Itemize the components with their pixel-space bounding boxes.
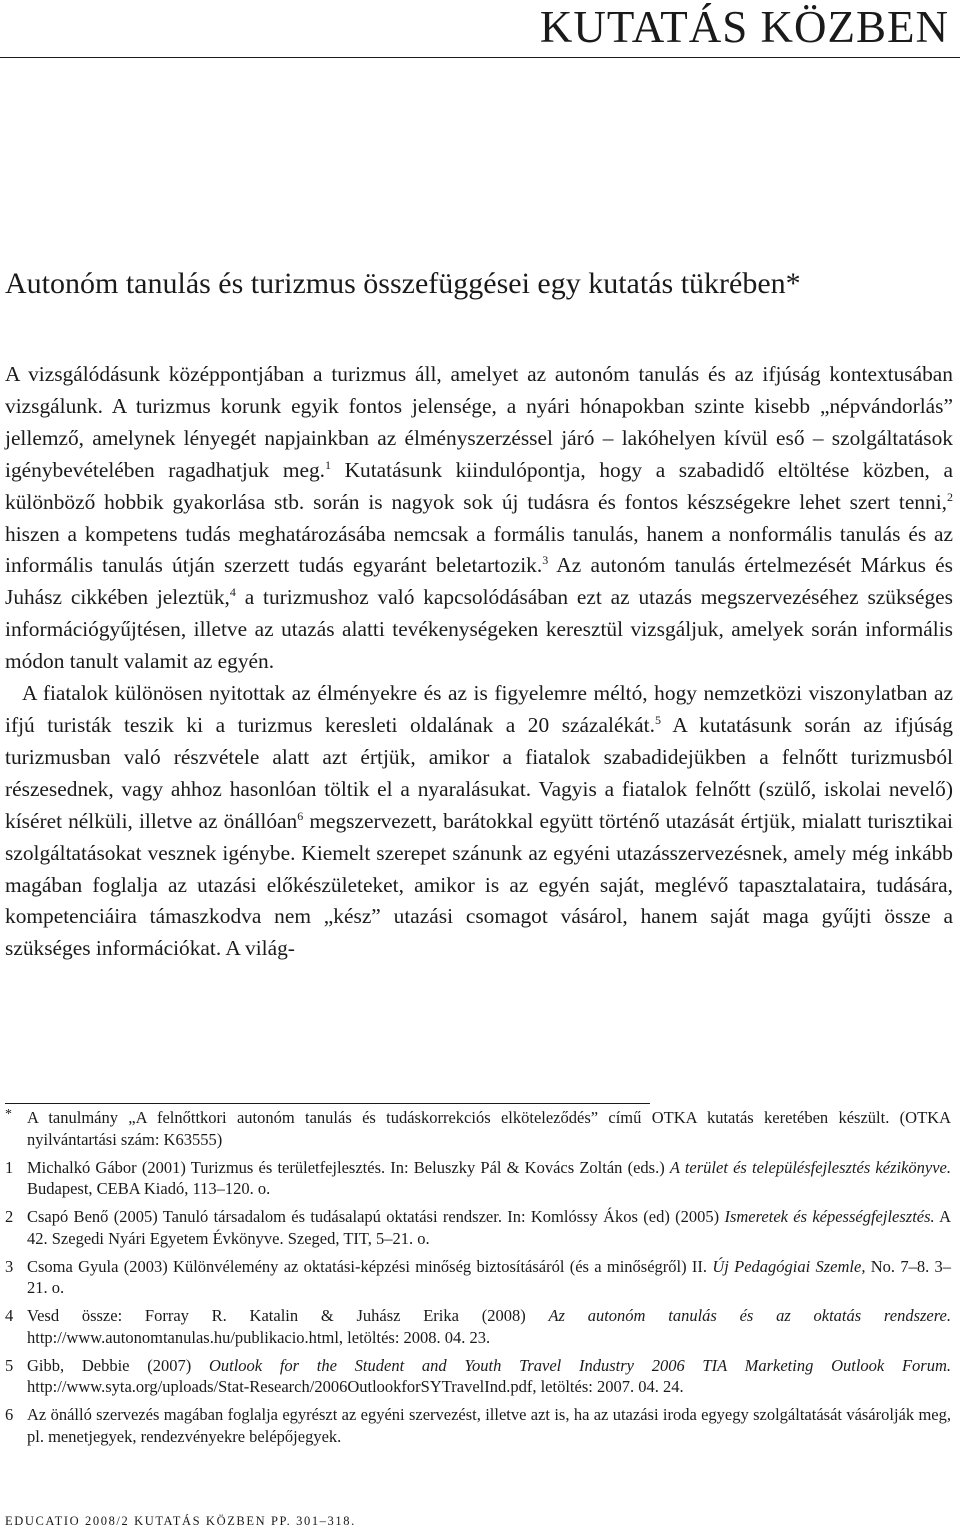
footnote: [5, 1355, 951, 1398]
footnotes: [5, 1107, 951, 1454]
footnote: [5, 1256, 951, 1299]
footnote: [5, 1206, 951, 1249]
footnote-text: Csapó Benő (2005) Tanuló társadalom és tudásalapú oktatási rendszer. In: Komlóssy Ákos (ed) (2005) Ismeretek és képességfejlesztés. A 42. Szegedi Nyári Egyetem Évkönyve. Szeged, TIT, 5–21. o.: [27, 1207, 951, 1248]
italic-title: Az autonóm tanulás és az oktatás rendszere.: [548, 1306, 951, 1325]
footnote-ref: 4: [229, 585, 236, 600]
footnote-ref: 1: [325, 457, 331, 472]
footnote-ref: 5: [654, 712, 661, 727]
footnote-separator: [5, 1103, 650, 1104]
italic-title: Outlook for the Student and Youth Travel Industry 2006 TIA Marketing Outlook Forum.: [208, 1355, 951, 1375]
footnote: [5, 1157, 951, 1200]
footnote-text: Csoma Gyula (2003) Különvélemény az oktatási-képzési minőség biztosításáról (és a minőségről) II. Új Pedagógiai Szemle, No. 7–8. 3–21. o.: [27, 1256, 952, 1297]
footnote-text: Az önálló szervezés magában foglalja egyrészt az egyéni szervezést, illetve azt is, ha az utazási iroda egyegy szolgáltatását vásárolják meg, pl. menetjegyek, rendezvényekre belépőjegyek.: [27, 1405, 951, 1446]
italic-title: A terület és településfejlesztés kézikönyve.: [669, 1157, 951, 1177]
footnote-text: A tanulmány „A felnőttkori autonóm tanulás és tudáskorrekciós elköteleződés” című OTKA kutatás keretében készült. (OTKA nyilvántartási szám: K63555): [27, 1108, 951, 1149]
footnote-text: Vesd össze: Forray R. Katalin & Juhász Erika (2008) Az autonóm tanulás és az oktatás rendszere. http://www.autonomtanulas.hu/publikacio.html, letöltés: 2008. 04. 23.: [27, 1306, 951, 1347]
footnote-number: 6: [5, 1405, 14, 1424]
section-header: [0, 0, 960, 58]
footnote: [5, 1305, 951, 1348]
page-footer: EDUCATIO 2008/2 KUTATÁS KÖZBEN PP. 301–318.: [5, 1514, 356, 1528]
body-paragraph: A fiatalok különösen nyitottak az élményekre és az is figyelemre méltó, hogy nemzetközi viszonylatban az ifjú turisták teszik ki a turizmus keresleti oldalának a 20 százalékát.$^5$ A kutatásunk során az ifjúság turizmusban való részvétele alatt azt értjük, amikor a fiatalok szabadidejükben a felnőtt turizmusból részesednek, vagy ahhoz hasonlóan töltik el a nyaralásukat. Vagyis a fiatalok felnőtt (szülő, iskolai nevelő) kíséret nélküli, illetve az önállóan$^6$ megszervezett, barátokkal együtt történő utazását értjük, mialatt turisztikai szolgáltatásokat vesznek igénybe. Kiemelt szerepet szánunk az egyéni utazásszervezésnek, amely még inkább magában foglalja az utazási előkészületeket, amikor is az egyén saját, meglévő tapasztalataira, tudására, kompetenciáira támaszkodva nem „kész” utazási csomagot vásárol, hanem saját maga gyűjti össze a szükséges információkat. A világ-: [5, 681, 954, 961]
footnote-ref: 2: [947, 489, 953, 504]
footnote: [5, 1404, 951, 1447]
footnote-ref: 6: [297, 808, 304, 823]
italic-title: Ismeretek és képességfejlesztés.: [724, 1207, 935, 1226]
footnote-number: 1: [5, 1157, 14, 1177]
footnote-text: Michalkó Gábor (2001) Turizmus és területfejlesztés. In: Beluszky Pál & Kovács Zoltán (eds.) A terület és településfejlesztés kézikönyve. Budapest, CEBA Kiadó, 113–120. o.: [27, 1157, 951, 1198]
article-body: [5, 359, 953, 965]
article-title: Autonóm tanulás és turizmus összefüggései egy kutatás tükrében*: [5, 267, 801, 300]
body-paragraph: A vizsgálódásunk középpontjában a turizmus áll, amelyet az autonóm tanulás és az ifjúság kontextusában vizsgálunk. A turizmus korunk egyik fontos jelensége, a nyári hónapokban szinte kisebb „népvándorlás” jellemző, amelynek lényegét napjainkban az élményszerzéssel járó – lakóhelyen kívül eső – szolgáltatások igénybevételében ragadhatjuk meg.$^1$ Kutatásunk kiindulópontja, hogy a szabadidő eltöltése közben, a különböző hobbik gyakorlása stb. során is nagyok sok új tudásra és fontos készségekre lehet szert tenni,$^2$ hiszen a kompetens tudás meghatározásába nemcsak a formális tanulás, hanem a nonformális tanulás és az informális tanulás útján szerzett tudás egyaránt beletartozik.$^3$ Az autonóm tanulás értelmezését Márkus és Juhász cikkében jeleztük,$^4$ a turizmushoz való kapcsolódásában ezt az utazás megszervezéséhez szükséges információgyűjtésen, illetve az utazás alatti tevékenységeken keresztül vizsgáljuk, amelyek során informális módon tanult valamit az egyén.: [5, 362, 953, 674]
footnote-text: Gibb, Debbie (2007) Outlook for the Student and Youth Travel Industry 2006 TIA Marketing Outlook Forum. http://www.syta.org/uploads/Stat-Research/2006OutlookforSYTravelInd.pdf, letöltés: 2007. 04. 24.: [27, 1355, 951, 1396]
footnote-number: 5: [5, 1355, 14, 1375]
footnote-number: 2: [5, 1207, 14, 1226]
footnote-number: *: [5, 1107, 12, 1122]
header-rule: [0, 57, 960, 58]
footnote-number: 3: [5, 1256, 14, 1276]
footnote-number: 4: [5, 1306, 14, 1325]
italic-title: Új Pedagógiai Szemle,: [712, 1256, 866, 1276]
footnote-ref: 3: [542, 553, 549, 568]
section-title: KUTATÁS KÖZBEN: [539, 2, 949, 52]
footnote: [5, 1107, 951, 1150]
